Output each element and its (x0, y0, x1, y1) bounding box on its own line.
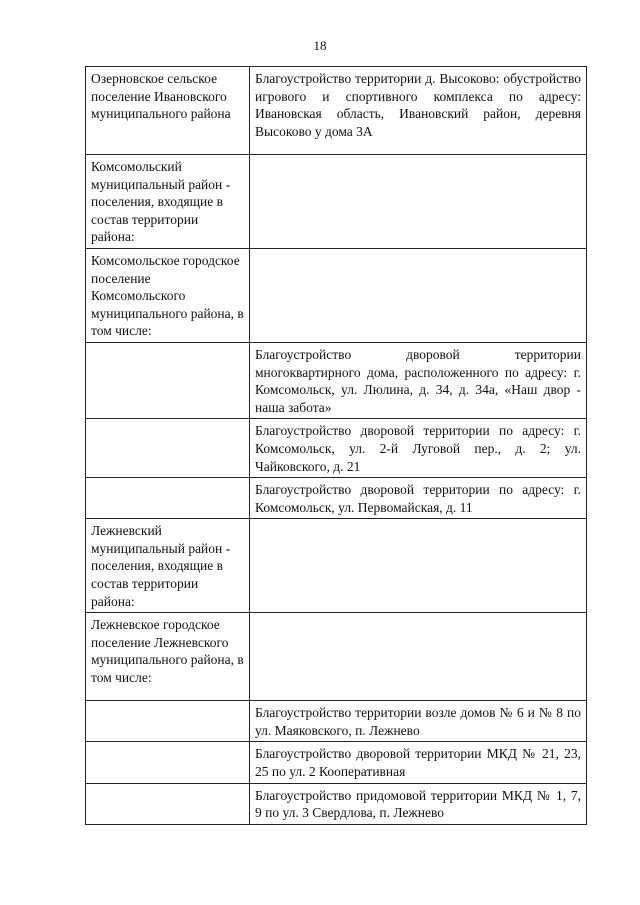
settlement-cell (86, 519, 250, 613)
table-row (86, 478, 587, 519)
page-number: 18 (313, 38, 327, 53)
table-row (86, 613, 587, 701)
project-cell (250, 248, 587, 342)
settlement-cell (86, 783, 250, 824)
settlement-name: Озерновское сельское поселение Ивановского муниципального района (91, 71, 231, 122)
settlement-cell (86, 155, 250, 249)
project-cell (250, 478, 587, 519)
project-description: Благоустройство территории возле домов № 6 и № 8 по ул. Маяковского, п. Лежнево (255, 705, 581, 738)
table-row (86, 342, 587, 418)
project-description: Благоустройство дворовой территории по адресу: г. Комсомольск, ул. Первомайская, д. 11 (255, 482, 581, 515)
table-row (86, 155, 587, 249)
improvement-projects-table (85, 66, 587, 825)
table-row (86, 67, 587, 155)
settlement-name: Комсомольский муниципальный район - поселения, входящие в состав территории района: (91, 159, 231, 245)
project-cell (250, 701, 587, 742)
settlement-cell (86, 248, 250, 342)
table-row (86, 248, 587, 342)
project-cell (250, 155, 587, 249)
table-row (86, 701, 587, 742)
project-cell (250, 742, 587, 783)
project-description: Благоустройство дворовой территории по адресу: г. Комсомольск, ул. 2-й Луговой пер., д. 2; ул. Чайковского, д. 21 (255, 423, 581, 474)
project-description: Благоустройство территории д. Высоково: обустройство игрового и спортивного комплекса по адресу: Ивановская область, Ивановский район, деревня Высоково у дома 3А (255, 71, 581, 139)
settlement-cell (86, 478, 250, 519)
settlement-name: Лежневский муниципальный район - поселения, входящие в состав территории района: (91, 523, 231, 609)
table-row (86, 742, 587, 783)
table-row (86, 419, 587, 478)
project-description: Благоустройство придомовой территории МКД № 1, 7, 9 по ул. 3 Свердлова, п. Лежнево (255, 787, 581, 821)
settlement-cell (86, 419, 250, 478)
project-cell (250, 67, 587, 155)
settlement-cell (86, 701, 250, 742)
project-cell (250, 342, 587, 418)
settlement-cell (86, 67, 250, 155)
settlement-name: Лежневское городское поселение Лежневского муниципального района, в том числе: (91, 617, 244, 686)
project-cell (250, 419, 587, 478)
settlement-cell (86, 742, 250, 783)
project-cell (250, 783, 587, 824)
project-description: Благоустройство дворовой территории МКД № 21, 23, 25 по ул. 2 Кооперативная (255, 746, 581, 780)
settlement-cell (86, 342, 250, 418)
settlement-name: Комсомольское городское поселение Комсомольского муниципального района, в том числе: (91, 252, 244, 339)
table-row (86, 519, 587, 613)
project-cell (250, 519, 587, 613)
settlement-cell (86, 613, 250, 701)
project-description: Благоустройство дворовой территории многоквартирного дома, расположенного по адресу: г. Комсомольск, ул. Люлина, д. 34, д. 34а, «Наш двор - наша забота» (255, 346, 581, 415)
table-row (86, 783, 587, 824)
project-cell (250, 613, 587, 701)
